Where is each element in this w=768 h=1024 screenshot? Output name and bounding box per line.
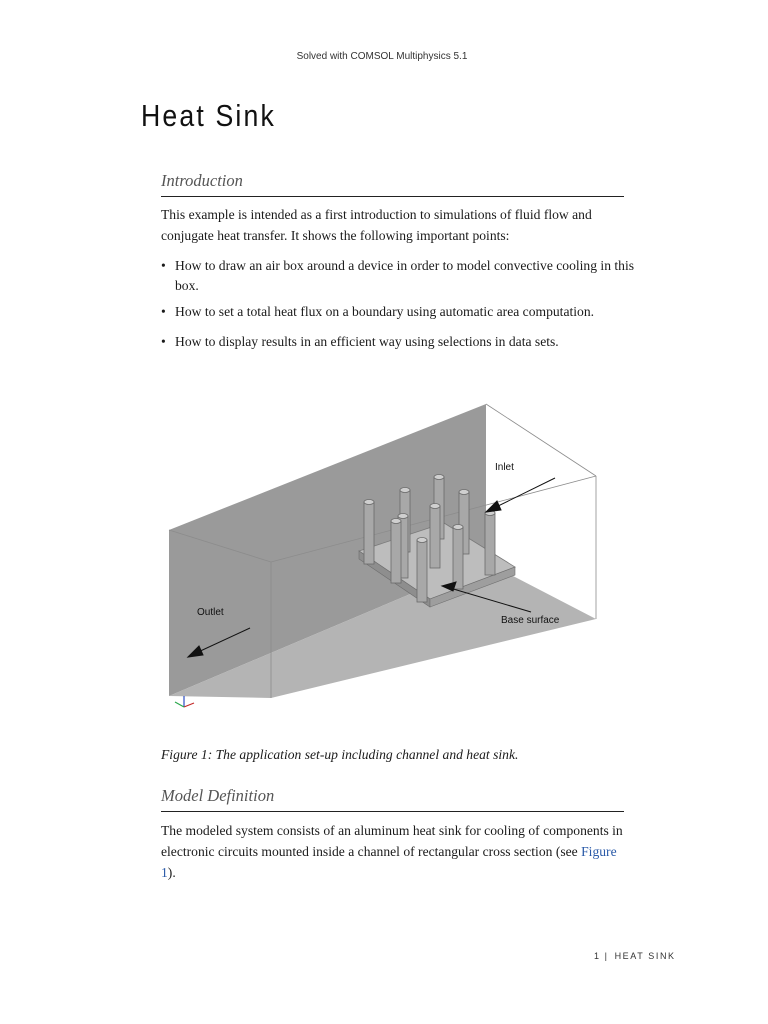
heat-sink-pin-top [364,500,374,505]
figure-1-link[interactable]: Figure 1 [161,844,617,880]
page-number: 1 [594,951,601,961]
list-item [161,332,645,352]
figure-heat-sink-setup [160,380,600,735]
model-definition-paragraph [161,820,629,883]
heat-sink-pin-top [398,514,408,519]
label-outlet: Outlet [197,607,224,618]
footer-separator: | [604,951,609,961]
heat-sink-pin [485,513,495,575]
running-header: Solved with COMSOL Multiphysics 5.1 [296,51,468,62]
paragraph-text: The modeled system consists of an aluminum heat sink for cooling of components in electronic circuits mounted inside a channel of rectangular cross section (see [161,823,623,859]
heat-sink-pin-top [459,490,469,495]
section-heading-model-definition: Model Definition [161,786,624,812]
list-item [161,256,645,296]
heat-sink-pin-top [453,525,463,530]
running-title: HEAT SINK [614,951,676,961]
bullet-icon: • [161,304,166,319]
document-title: Heat Sink [141,98,276,133]
heat-sink-geometry-illustration [160,380,600,735]
section-heading-introduction: Introduction [161,171,624,197]
bullet-text: How to draw an air box around a device in order to model convective cooling in this box. [175,258,635,293]
label-base-surface: Base surface [501,615,560,626]
paragraph-text-end: ). [167,865,176,880]
heat-sink-pin [391,521,401,583]
heat-sink-pin [364,502,374,564]
label-inlet: Inlet [495,462,514,473]
heat-sink-pin [430,506,440,568]
list-item [161,302,645,322]
heat-sink-pin-top [400,488,410,493]
intro-paragraph: This example is intended as a first introduction to simulations of fluid flow and conjugate heat transfer. It shows the following important points: [161,207,592,243]
bullet-icon: • [161,258,166,273]
heat-sink-pin [417,540,427,602]
heat-sink-pin-top [391,519,401,524]
heat-sink-pin-top [430,504,440,509]
bullet-text: How to display results in an efficient way using selections in data sets. [175,334,559,349]
heat-sink-pin [453,527,463,589]
figure-caption: Figure 1: The application set-up including channel and heat sink. [161,747,519,762]
heat-sink-pin-top [434,475,444,480]
bullet-text: How to set a total heat flux on a boundary using automatic area computation. [175,304,595,319]
bullet-icon: • [161,334,166,349]
page-footer [594,951,676,961]
heat-sink-pin-top [417,538,427,543]
